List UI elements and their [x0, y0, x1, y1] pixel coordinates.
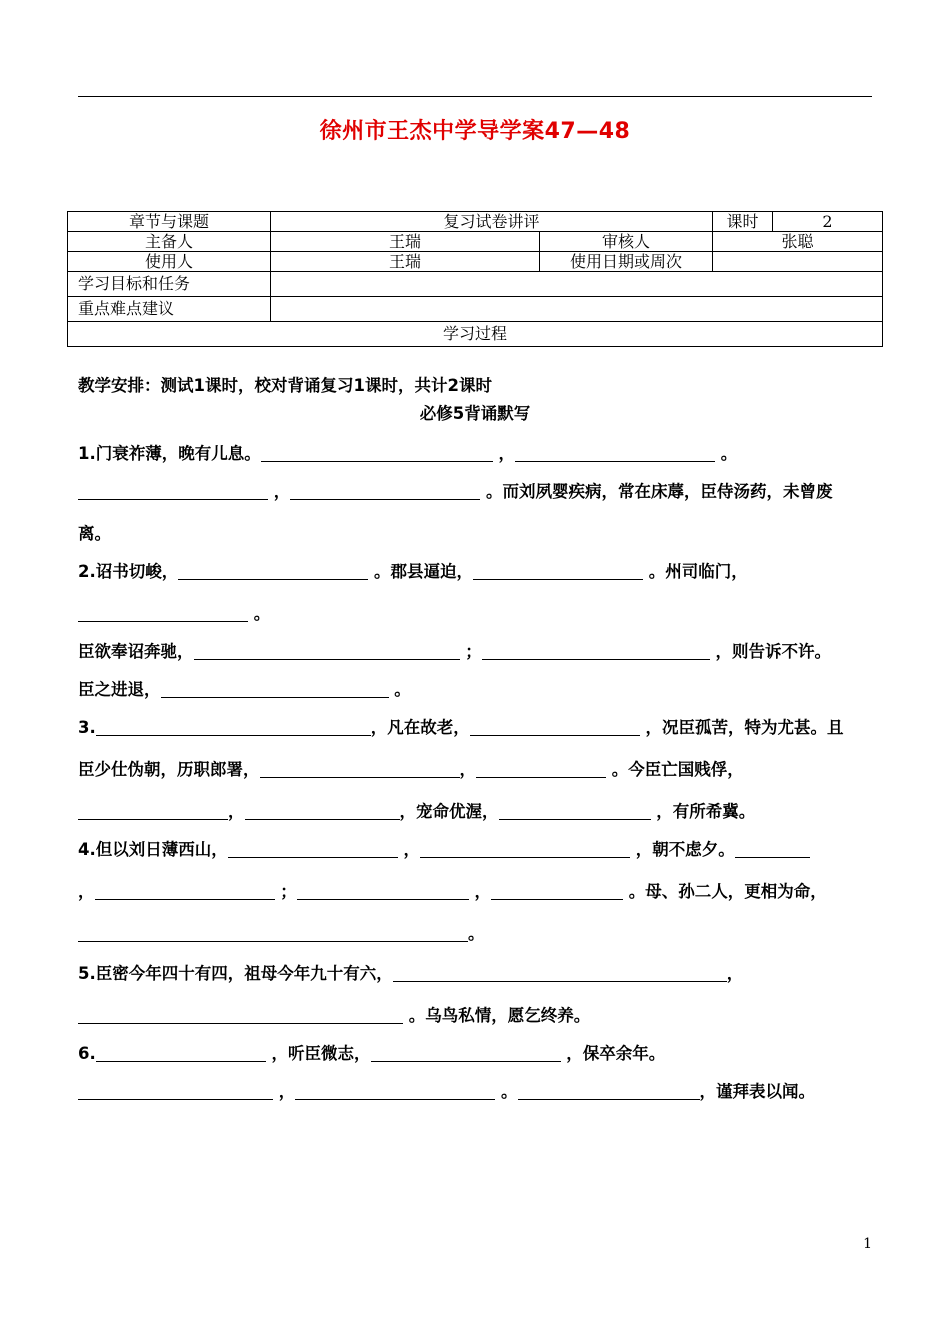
question-text: ，况臣孤苦，特为尤甚。且	[645, 718, 844, 737]
table-row	[68, 297, 883, 322]
question-2-line-1	[78, 558, 748, 582]
page-title: 徐州市王杰中学导学案47—48	[319, 119, 631, 144]
question-4-line-2: ， ； ， 。母、孙二人，更相为命，	[78, 882, 827, 901]
question-text: 。郡县逼迫，	[374, 562, 473, 581]
answer-blank[interactable]	[161, 681, 389, 698]
answer-blank[interactable]	[78, 925, 468, 942]
page-number: 1	[863, 1236, 872, 1252]
question-1-line-3: 离。	[78, 524, 111, 543]
question-text: ，保卒余年。	[566, 1044, 666, 1063]
answer-blank[interactable]	[95, 883, 275, 900]
question-text: ，谨拜表以闻。	[699, 1082, 815, 1101]
question-4-line-3: 。	[78, 920, 485, 944]
date-label: 使用日期或周次	[540, 252, 713, 272]
answer-blank[interactable]	[491, 883, 623, 900]
answer-blank[interactable]	[96, 719, 371, 736]
question-text: 。乌鸟私情，愿乞终养。	[408, 1006, 591, 1025]
question-text: 。母、孙二人，更相为命，	[628, 882, 827, 901]
question-6-line-1	[78, 1040, 665, 1064]
question-text: ，凡在故老，	[370, 718, 470, 737]
question-text: 6.	[78, 1044, 96, 1063]
answer-blank[interactable]	[245, 803, 400, 820]
answer-blank[interactable]	[78, 1007, 403, 1024]
answer-blank[interactable]	[393, 965, 727, 982]
answer-blank[interactable]	[515, 445, 715, 462]
question-text: 臣少仕伪朝，历职郎署，	[78, 760, 260, 779]
question-text: 臣之进退，	[78, 680, 161, 699]
reviewer-label: 审核人	[540, 232, 713, 252]
answer-blank[interactable]	[178, 563, 368, 580]
answer-blank[interactable]	[420, 841, 630, 858]
question-6-line-2: ， 。 ，谨拜表以闻。	[78, 1078, 815, 1102]
question-text: 。州司临门，	[648, 562, 748, 581]
process-label: 学习过程	[68, 322, 883, 347]
question-text: 4.但以刘日薄西山，	[78, 840, 228, 859]
answer-blank[interactable]	[735, 841, 810, 858]
header-rule	[78, 96, 872, 97]
question-text: ，则告诉不许。	[715, 642, 831, 661]
answer-blank[interactable]	[371, 1045, 561, 1062]
answer-blank[interactable]	[260, 761, 460, 778]
answer-blank[interactable]	[470, 719, 640, 736]
user-label: 使用人	[68, 252, 271, 272]
difficulty-label: 重点难点建议	[68, 297, 271, 322]
table-row	[68, 272, 883, 297]
period-value: 2	[773, 212, 883, 232]
date-value	[713, 252, 883, 272]
question-text: ，宠命优渥，	[399, 802, 499, 821]
answer-blank[interactable]	[518, 1083, 700, 1100]
period-label: 课时	[713, 212, 773, 232]
goals-label: 学习目标和任务	[68, 272, 271, 297]
answer-blank[interactable]	[78, 605, 248, 622]
question-3-line-1	[78, 714, 844, 738]
question-2-line-3: 臣欲奉诏奔驰， ； ，则告诉不许。	[78, 642, 831, 661]
table-row	[68, 232, 883, 252]
question-text: 臣欲奉诏奔驰，	[78, 642, 194, 661]
question-5-line-2	[78, 1002, 590, 1026]
info-table	[67, 211, 883, 347]
answer-blank[interactable]	[297, 883, 469, 900]
question-text: ，朝不虑夕。	[635, 840, 735, 859]
answer-blank[interactable]	[295, 1083, 495, 1100]
question-text: 。而刘夙婴疾病，常在床蓐，臣侍汤药，未曾废	[486, 482, 833, 501]
answer-blank[interactable]	[78, 1083, 273, 1100]
question-text: 。今臣亡国贱俘，	[611, 760, 744, 779]
teaching-arrangement: 教学安排：测试1课时，校对背诵复习1课时，共计2课时	[78, 376, 492, 395]
answer-blank[interactable]	[96, 1045, 266, 1062]
goals-value	[271, 272, 883, 297]
question-3-line-2: 臣少仕伪朝，历职郎署， ， 。今臣亡国贱俘，	[78, 760, 744, 779]
preparer-value: 王瑞	[271, 232, 540, 252]
question-2-line-4: 臣之进退， 。	[78, 680, 411, 699]
user-value: 王瑞	[271, 252, 540, 272]
question-4-line-1: 4.但以刘日薄西山， ， ，朝不虑夕。	[78, 836, 810, 860]
preparer-label: 主备人	[68, 232, 271, 252]
question-text: ，听臣微志，	[271, 1044, 371, 1063]
answer-blank[interactable]	[78, 483, 268, 500]
question-5-line-1: 5.臣密今年四十有四，祖母今年九十有六， ，	[78, 964, 744, 983]
answer-blank[interactable]	[499, 803, 651, 820]
chapter-label: 章节与课题	[68, 212, 271, 232]
table-row	[68, 252, 883, 272]
answer-blank[interactable]	[482, 643, 710, 660]
answer-blank[interactable]	[261, 445, 493, 462]
section-title: 必修5背诵默写	[419, 404, 531, 423]
chapter-value: 复习试卷讲评	[271, 212, 713, 232]
answer-blank[interactable]	[194, 643, 460, 660]
question-text: 1.门衰祚薄，晚有儿息。	[78, 444, 261, 463]
question-1-line-2: ， 。而刘夙婴疾病，常在床蓐，臣侍汤药，未曾废	[78, 478, 833, 502]
question-3-line-3: ， ，宠命优渥， ，有所希冀。	[78, 798, 755, 822]
answer-blank[interactable]	[290, 483, 480, 500]
answer-blank[interactable]	[78, 803, 228, 820]
question-text: 3.	[78, 718, 96, 737]
answer-blank[interactable]	[476, 761, 606, 778]
reviewer-value: 张聪	[713, 232, 883, 252]
table-row	[68, 212, 883, 232]
question-1-line-1: 1.门衰祚薄，晚有儿息。 ， 。	[78, 444, 738, 463]
question-text: 2.诏书切峻，	[78, 562, 179, 581]
table-row	[68, 322, 883, 347]
answer-blank[interactable]	[228, 841, 398, 858]
answer-blank[interactable]	[473, 563, 643, 580]
question-2-line-2: 。	[78, 600, 270, 624]
question-text: 5.臣密今年四十有四，祖母今年九十有六，	[78, 964, 393, 983]
question-text: ，有所希冀。	[656, 802, 756, 821]
difficulty-value	[271, 297, 883, 322]
